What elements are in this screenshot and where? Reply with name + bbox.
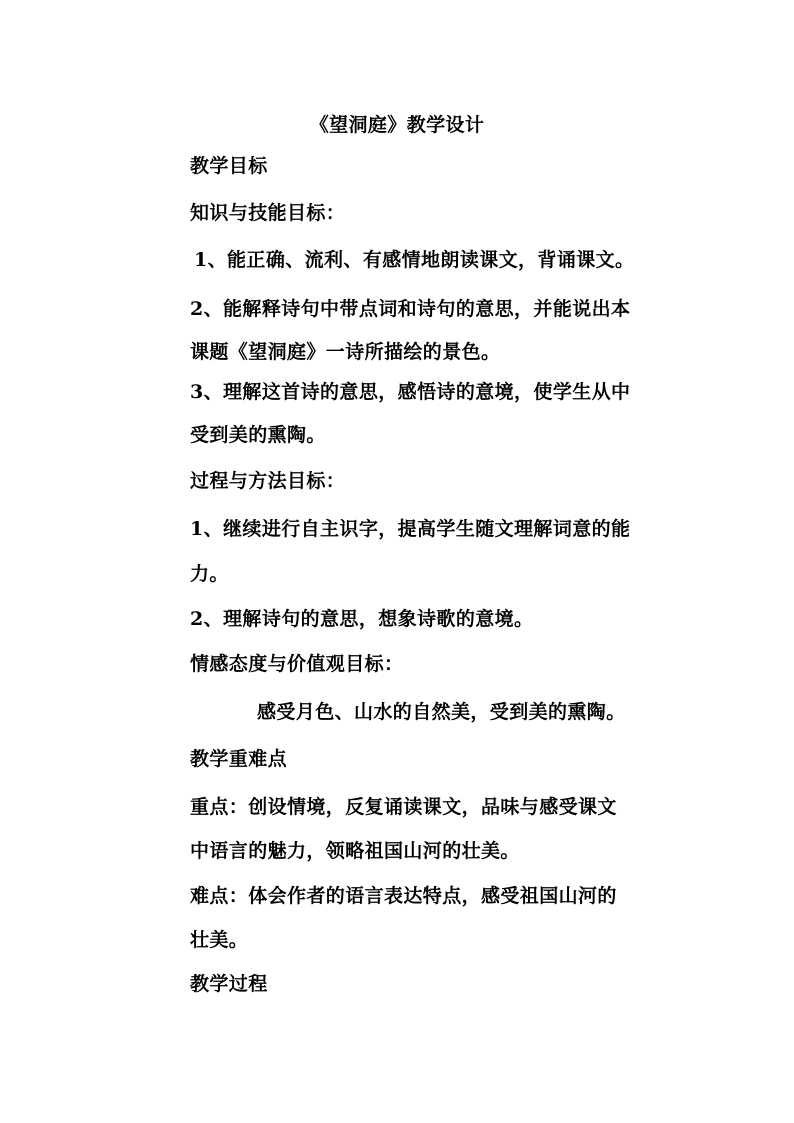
paragraph-line: 受到美的熏陶。	[190, 424, 326, 446]
section-heading-objectives: 教学目标	[190, 155, 268, 177]
section-heading-teaching-process: 教学过程	[190, 973, 268, 995]
document-title: 《望洞庭》教学设计	[309, 114, 485, 136]
paragraph-line: 重点：创设情境，反复诵读课文，品味与感受课文	[190, 796, 617, 818]
subheading-knowledge-skills: 知识与技能目标：	[190, 202, 346, 224]
subheading-emotion-values: 情感态度与价值观目标：	[190, 653, 404, 675]
paragraph-line: 难点：体会作者的语言表达特点，感受祖国山河的	[190, 885, 617, 907]
subheading-process-methods: 过程与方法目标：	[190, 470, 346, 492]
paragraph-line: 课题《望洞庭》一诗所描绘的景色。	[190, 341, 501, 363]
paragraph-line: 中语言的魅力，领略祖国山河的壮美。	[190, 840, 520, 862]
paragraph-line: 2、能解释诗句中带点词和诗句的意思，并能说出本	[190, 298, 631, 320]
paragraph-line: 2、理解诗句的意思，想象诗歌的意境。	[190, 608, 534, 630]
section-heading-key-difficulties: 教学重难点	[190, 748, 288, 770]
paragraph-line: 1、能正确、流利、有感情地朗读课文，背诵课文。	[194, 249, 635, 271]
paragraph-line: 壮美。	[190, 929, 249, 951]
paragraph-line: 感受月色、山水的自然美，受到美的熏陶。	[257, 701, 626, 723]
paragraph-line: 3、理解这首诗的意思，感悟诗的意境，使学生从中	[190, 381, 631, 403]
paragraph-line: 力。	[190, 563, 229, 585]
paragraph-line: 1、继续进行自主识字，提高学生随文理解词意的能	[190, 518, 631, 540]
